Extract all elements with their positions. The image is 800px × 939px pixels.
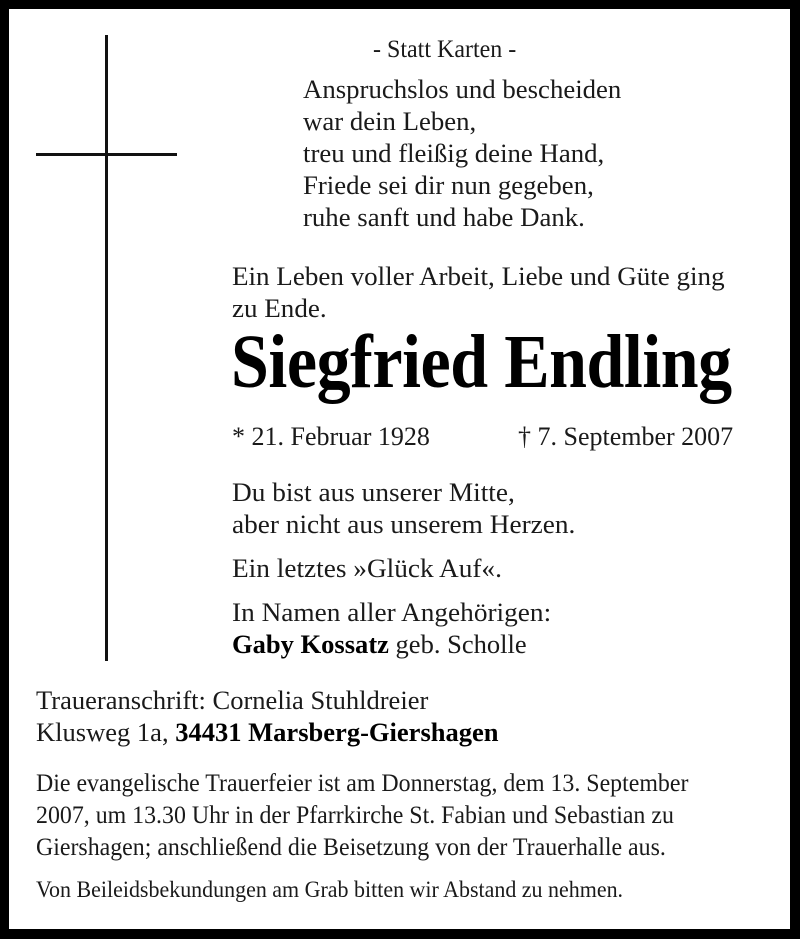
birth-date: * 21. Februar 1928: [232, 422, 430, 451]
service-line-1: Die evangelische Trauerfeier ist am Donnerstag, dem 13. September: [36, 770, 689, 797]
farewell-line-2: aber nicht aus unserem Herzen.: [232, 510, 576, 539]
family-intro: In Namen aller Angehörigen:: [232, 598, 552, 627]
family-name: Gaby Kossatz: [232, 630, 389, 659]
intro-line-2: zu Ende.: [232, 294, 327, 323]
notice-header: - Statt Karten -: [373, 36, 517, 63]
poem-line-4: Friede sei dir nun gegeben,: [303, 171, 594, 200]
address-street: Klusweg 1a,: [36, 718, 169, 747]
poem-line-2: war dein Leben,: [303, 107, 477, 136]
farewell-line-1: Du bist aus unserer Mitte,: [232, 478, 515, 507]
service-line-2: 2007, um 13.30 Uhr in der Pfarrkirche St. Fabian und Sebastian zu: [36, 802, 674, 829]
cross-icon-vertical: [105, 35, 108, 661]
cross-icon-horizontal: [36, 153, 177, 156]
poem-line-3: treu und fleißig deine Hand,: [303, 139, 605, 168]
address-city: 34431 Marsberg-Giershagen: [175, 718, 499, 747]
poem-line-1: Anspruchslos und bescheiden: [303, 75, 622, 104]
intro-line-1: Ein Leben voller Arbeit, Liebe und Güte ging: [232, 262, 725, 291]
condolence-request: Von Beileidsbekundungen am Grab bitten wir Abstand zu nehmen.: [36, 877, 624, 902]
mourning-address-label: Traueranschrift: Cornelia Stuhldreier: [36, 686, 429, 715]
mourning-address: [36, 720, 499, 746]
family-signature: [232, 632, 527, 658]
deceased-name: Siegfried Endling: [231, 320, 732, 404]
service-line-3: Giershagen; anschließend die Beisetzung von der Trauerhalle aus.: [36, 834, 666, 861]
death-date: † 7. September 2007: [518, 422, 734, 451]
gluck-auf-line: Ein letztes »Glück Auf«.: [232, 554, 502, 583]
poem-line-5: ruhe sanft und habe Dank.: [303, 203, 585, 232]
family-maiden-name: geb. Scholle: [395, 630, 527, 659]
